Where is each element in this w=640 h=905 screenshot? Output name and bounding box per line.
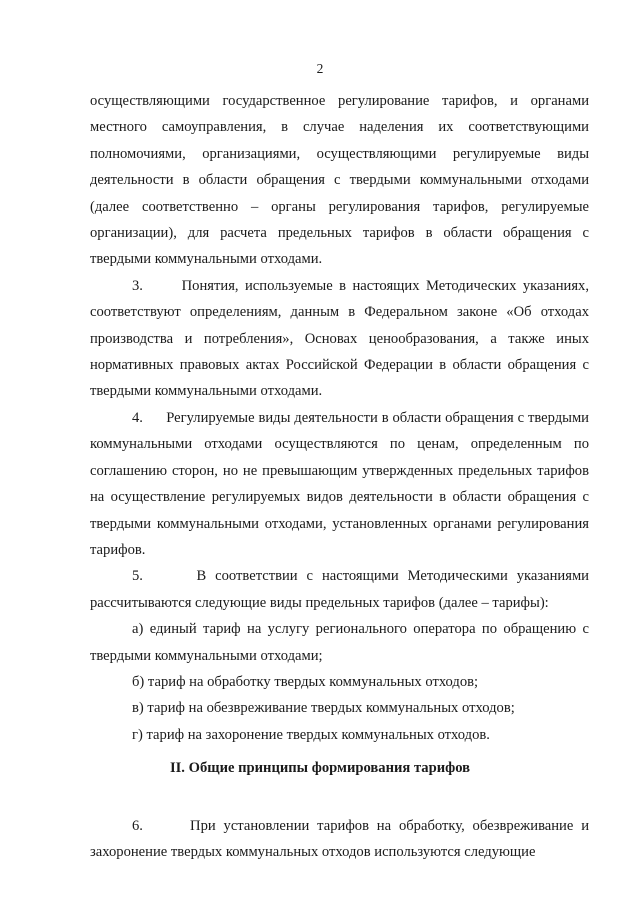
list-item-a: а) единый тариф на услугу регионального оператора по обращению с твердыми коммунальными отходами; [90, 621, 589, 664]
list-item-v: в) тариф на обезвреживание твердых коммунальных отходов; [132, 700, 515, 717]
paragraph-6: 6. При установлении тарифов на обработку, обезвреживание и захоронение твердых коммунальных отходов используются следующие [90, 818, 589, 861]
paragraph-continued: осуществляющими государственное регулирование тарифов, и органами местного самоуправления, в случае наделения их соответствующими полномочиями, организациями, осуществляющими регулируемые виды деятельности в области обращения с твердыми коммунальными отходами (далее соответственно – органы регулирования тарифов, регулируемые организации), для расчета предельных тарифов в области обращения с твердыми коммунальными отходами. [90, 93, 589, 268]
paragraph-3: 3. Понятия, используемые в настоящих Методических указаниях, соответствуют определениям, данным в Федеральном законе «Об отходах производства и потребления», Основах ценообразования, а также иных нормативных правовых актах Российской Федерации в области обращения с твердыми коммунальными отходами. [90, 277, 589, 400]
document-body [90, 88, 589, 748]
paragraph-4: 4. Регулируемые виды деятельности в области обращения с твердыми коммунальными отходами осуществляются по ценам, определенным по соглашению сторон, но не превышающим утвержденных предельных тарифов на осуществление регулируемых видов деятельности в области обращения с твердыми коммунальными отходами, установленных органами регулирования тарифов. [90, 409, 589, 558]
list-item-g: г) тариф на захоронение твердых коммунальных отходов. [132, 726, 490, 743]
page-number: 2 [316, 61, 324, 76]
section-heading: II. Общие принципы формирования тарифов [169, 760, 471, 776]
paragraph-5: 5. В соответствии с настоящими Методическими указаниями рассчитываются следующие виды предельных тарифов (далее – тарифы): [90, 568, 589, 611]
list-item-b: б) тариф на обработку твердых коммунальных отходов; [132, 673, 479, 690]
document-body-continued [90, 813, 589, 866]
